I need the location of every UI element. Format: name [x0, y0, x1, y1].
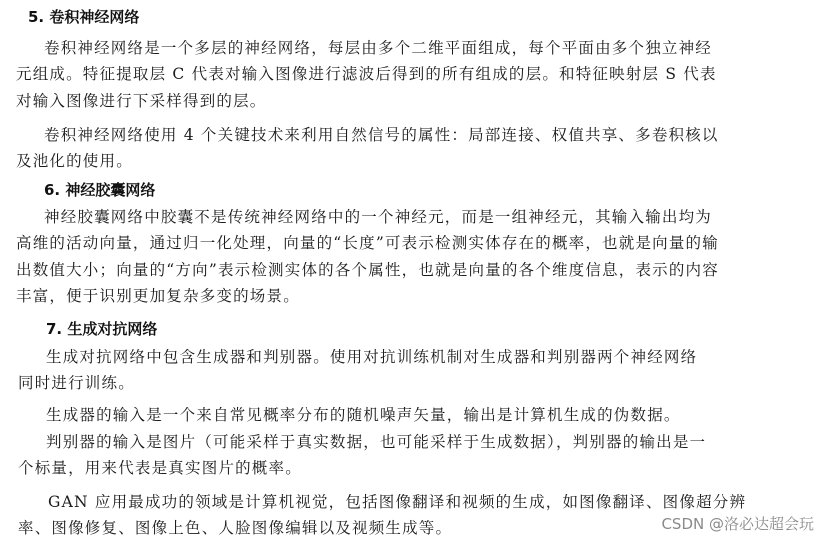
- csdn-watermark: CSDN @洛必达超会玩: [661, 515, 814, 533]
- paragraph-line: 丰富，便于识别更加复杂多变的场景。: [16, 287, 300, 305]
- paragraph-line: 出数值大小；向量的“方向”表示检测实体的各个属性，也就是向量的各个维度信息，表示的内容: [16, 261, 719, 279]
- paragraph-line: 率、图像修复、图像上色、人脸图像编辑以及视频生成等。: [18, 519, 453, 537]
- paragraph-line: 高维的活动向量，通过归一化处理，向量的“长度”可表示检测实体存在的概率，也就是向量的输: [16, 234, 719, 252]
- paragraph-line: 同时进行训练。: [18, 374, 135, 392]
- paragraph-line: 生成器的输入是一个来自常见概率分布的随机噪声矢量，输出是计算机生成的伪数据。: [46, 406, 681, 424]
- paragraph-line: 卷积神经网络是一个多层的神经网络，每层由多个二维平面组成，每个平面由多个独立神经: [44, 39, 713, 57]
- paragraph-line: 生成对抗网络中包含生成器和判别器。使用对抗训练机制对生成器和判别器两个神经网络: [46, 348, 698, 366]
- paragraph-line: 神经胶囊网络中胶囊不是传统神经网络中的一个神经元，而是一组神经元，其输入输出均为: [44, 208, 713, 226]
- paragraph-line: 及池化的使用。: [16, 152, 133, 170]
- section-heading-7: 7. 生成对抗网络: [46, 320, 158, 338]
- paragraph-line: 卷积神经网络使用 4 个关键技术来利用自然信号的属性：局部连接、权值共享、多卷积核以: [44, 126, 719, 144]
- paragraph-line: 判别器的输入是图片（可能采样于真实数据，也可能采样于生成数据），判别器的输出是一: [46, 433, 707, 451]
- paragraph-line: GAN 应用最成功的领域是计算机视觉，包括图像翻译和视频的生成，如图像翻译、图像超分辨: [48, 493, 747, 511]
- paragraph-line: 对输入图像进行下采样得到的层。: [16, 92, 267, 110]
- section-heading-5: 5. 卷积神经网络: [28, 8, 140, 26]
- paragraph-line: 个标量，用来代表是真实图片的概率。: [18, 459, 302, 477]
- section-heading-6: 6. 神经胶囊网络: [44, 181, 156, 199]
- paragraph-line: 元组成。特征提取层 C 代表对输入图像进行滤波后得到的所有组成的层。和特征映射层 S 代表: [16, 65, 717, 83]
